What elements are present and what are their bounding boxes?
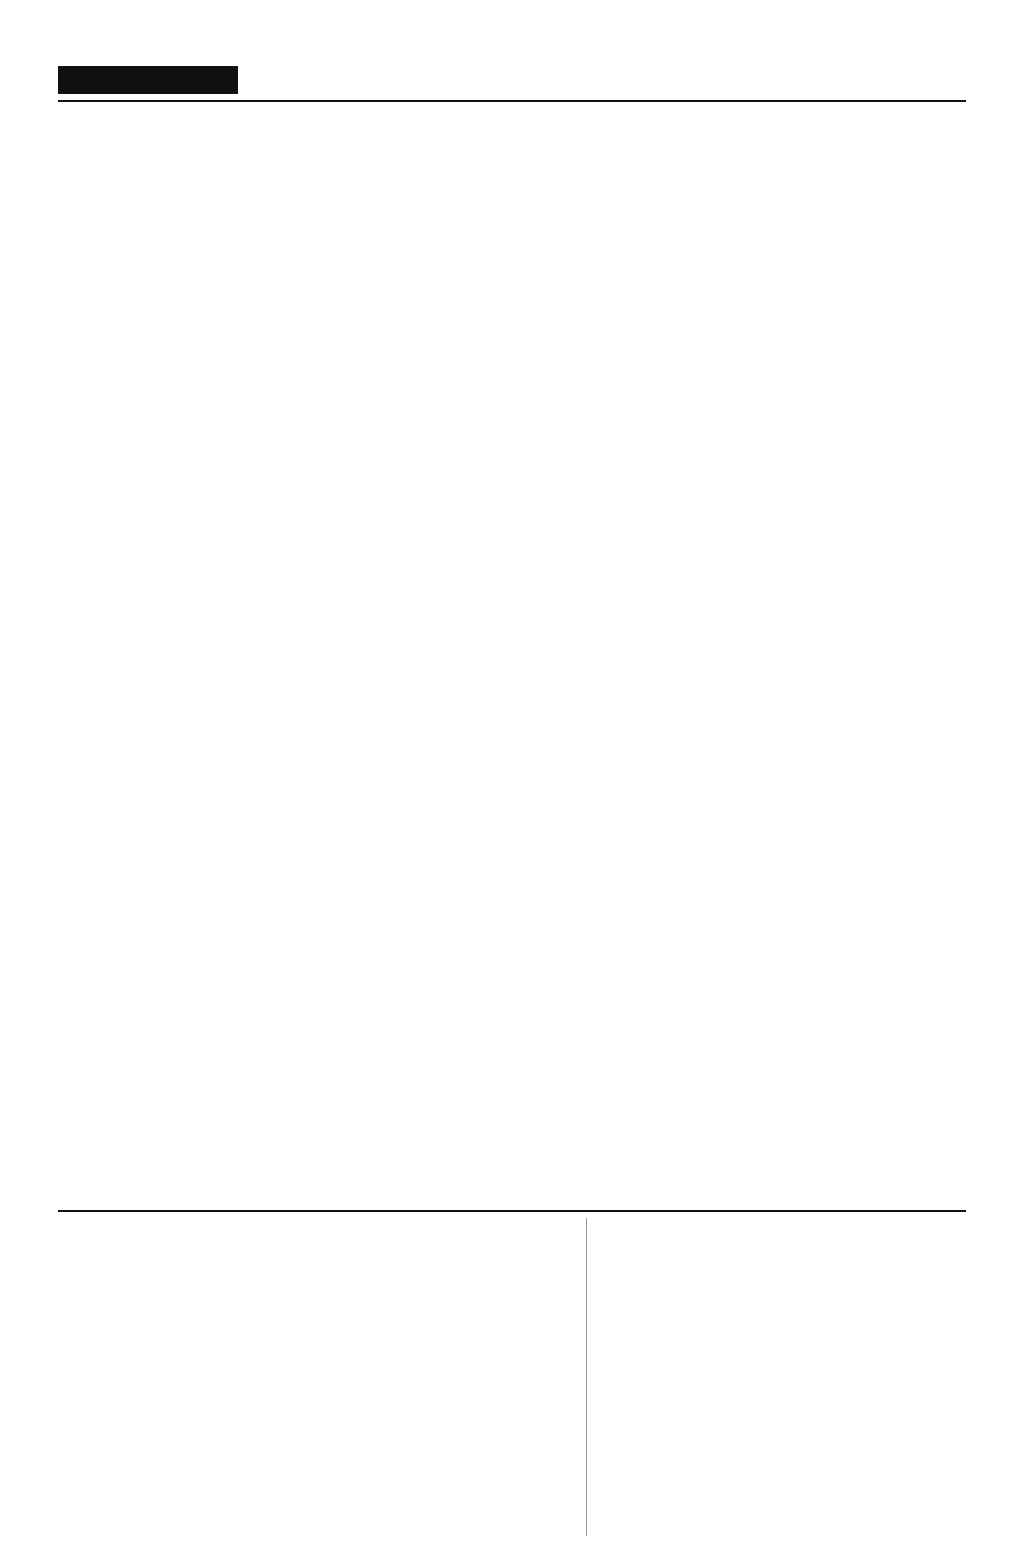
story-rajouri-control-room — [58, 1220, 578, 1540]
column-divider — [586, 1218, 587, 1536]
story-body — [58, 1226, 578, 1476]
continued-stories — [58, 114, 966, 1204]
section-divider — [58, 1210, 966, 1212]
story-jamola-award — [594, 1216, 966, 1540]
masthead-rule — [58, 100, 966, 102]
masthead — [58, 62, 966, 96]
section-banner — [58, 66, 238, 94]
story-body — [594, 1222, 966, 1492]
newspaper-logo — [738, 62, 918, 96]
